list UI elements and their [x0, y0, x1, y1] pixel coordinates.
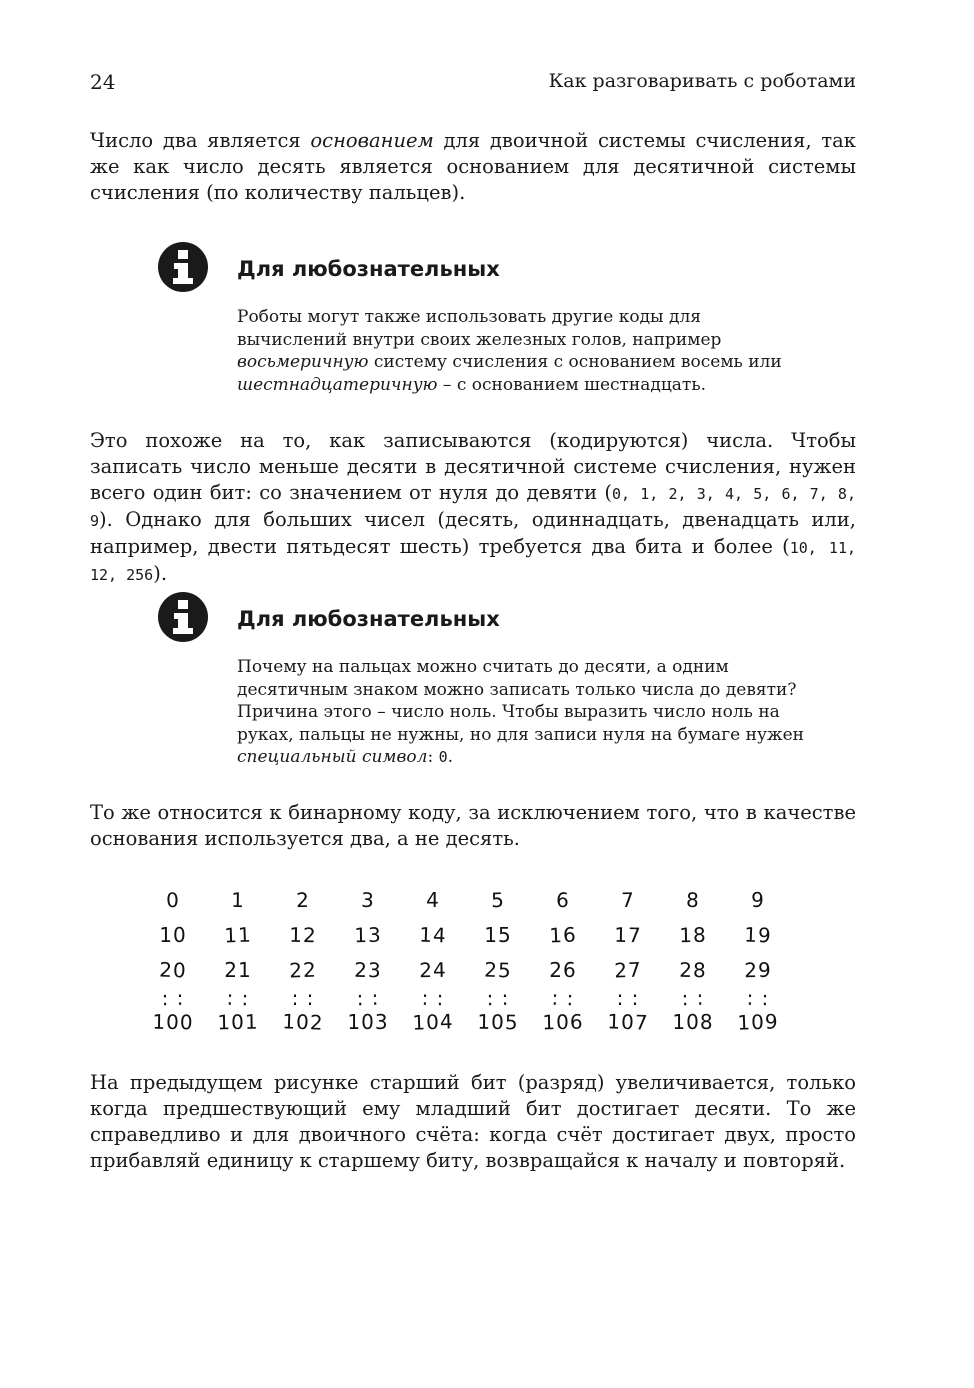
- sidebar-line: Почему на пальцах можно считать до десяти, а одним: [237, 657, 729, 677]
- handwritten-number: 9: [751, 888, 765, 912]
- handwritten-number: : :: [746, 985, 770, 1011]
- handwritten-number: 17: [614, 922, 642, 948]
- handwritten-number: 22: [288, 957, 318, 983]
- handwritten-number: 106: [542, 1009, 584, 1035]
- sidebar-line: [237, 746, 797, 769]
- handwritten-number: 13: [354, 922, 382, 948]
- sidebar-title: Для любознательных: [237, 257, 500, 281]
- running-title: Как разговаривать с роботами: [548, 70, 856, 92]
- handwritten-number: 105: [477, 1009, 519, 1035]
- sidebar-line: десятичным знаком можно записать только числа до девяти?: [237, 679, 797, 700]
- handwritten-number: : :: [356, 985, 380, 1011]
- handwritten-number: 24: [419, 957, 447, 983]
- sidebar-line-rest: систему счисления с основанием восемь или: [368, 352, 782, 372]
- code-numbers: 10, 11, 12, 256: [90, 539, 857, 584]
- paragraph-text: ). Однако для больших чисел (десять, одиннадцать, двенадцать или, например, двести пятьдесят шесть) требуется два бита и более (: [90, 508, 856, 558]
- sidebar-line-rest: – с основанием шестнадцать.: [437, 374, 706, 395]
- handwritten-number: 27: [613, 957, 643, 983]
- sidebar-emphasis: шестнадцатеричную: [237, 374, 438, 395]
- intro-emphasis: основанием: [310, 129, 434, 152]
- handwritten-number: 25: [483, 957, 513, 983]
- handwritten-number: 10: [159, 923, 187, 947]
- sidebar-line-rest: :: [427, 747, 439, 767]
- sidebar-line: руках, пальцы не нужны, но для записи нуля на бумаге нужен: [237, 724, 805, 745]
- sidebar-text: [237, 656, 805, 769]
- handwritten-number: 102: [282, 1009, 324, 1035]
- paragraph-text: ).: [153, 562, 168, 585]
- handwritten-number: : :: [226, 985, 250, 1011]
- sidebar-line: Роботы могут также использовать другие коды для: [237, 307, 701, 327]
- sidebar-emphasis: восьмеричную: [237, 352, 369, 372]
- handwritten-number: 109: [737, 1009, 779, 1035]
- code-zero: 0: [438, 748, 448, 766]
- handwritten-number: 3: [360, 887, 376, 913]
- sidebar-line: Причина этого – число ноль. Чтобы выразить число ноль на: [237, 702, 780, 722]
- code-digits: 0, 1, 2, 3, 4, 5, 6, 7, 8, 9: [90, 485, 856, 530]
- handwritten-number: : :: [681, 985, 705, 1011]
- sidebar-line-rest: .: [447, 747, 454, 767]
- handwritten-number: 28: [679, 957, 707, 983]
- handwritten-number: 108: [672, 1010, 714, 1034]
- sidebar-title: Для любознательных: [237, 607, 500, 631]
- handwritten-number: : :: [616, 986, 640, 1010]
- handwritten-number: 11: [223, 922, 253, 948]
- handwritten-number: 14: [418, 922, 448, 948]
- handwritten-number: 18: [679, 922, 707, 948]
- handwritten-number: 12: [289, 922, 317, 948]
- handwritten-number: : :: [486, 985, 510, 1011]
- handwritten-number: 21: [224, 958, 252, 982]
- intro-paragraph: [90, 128, 856, 206]
- sidebar-line: вычислений внутри своих железных голов, например: [237, 329, 722, 350]
- sidebar-text: [237, 306, 797, 396]
- handwritten-number: 19: [743, 922, 773, 948]
- carry-paragraph: На предыдущем рисунке старший бит (разряд) увеличивается, только когда предшествующий ему младший бит достигает десяти. То же справедливо и для двоичного счёта: когда счёт достигает двух, просто прибавляй единицу к старшему биту, возвращайся к началу и повторяй.: [90, 1071, 856, 1172]
- handwritten-number: 4: [426, 888, 440, 912]
- handwritten-number: 16: [548, 922, 578, 948]
- handwritten-number: 2: [295, 887, 311, 913]
- page-number: 24: [90, 70, 116, 94]
- handwritten-number: : :: [291, 986, 315, 1010]
- info-icon: [158, 242, 208, 292]
- handwritten-number: 103: [347, 1010, 389, 1034]
- handwritten-number: 29: [744, 957, 772, 983]
- encoding-paragraph: [90, 428, 856, 588]
- sidebar-line: [237, 351, 797, 374]
- info-icon: [158, 592, 208, 642]
- handwritten-number: 15: [484, 923, 512, 947]
- handwritten-number: : :: [161, 985, 185, 1011]
- handwritten-number: : :: [421, 985, 445, 1011]
- handwritten-number: : :: [551, 985, 575, 1011]
- handwritten-number: 5: [490, 887, 506, 913]
- handwritten-number: 100: [152, 1009, 194, 1035]
- handwritten-number: 0: [165, 887, 181, 913]
- sidebar-emphasis: специальный символ: [237, 747, 428, 767]
- handwritten-number: 107: [607, 1009, 649, 1035]
- intro-text-after: для двоичной системы счисления, так же как число десять является основанием для десятичной системы счисления (по количеству пальцев).: [90, 129, 856, 204]
- handwritten-number: 104: [412, 1009, 454, 1035]
- intro-text-before: Число два является: [90, 129, 311, 152]
- handwritten-number: 6: [555, 887, 571, 913]
- sidebar-line: [237, 374, 797, 397]
- paragraph-text: Это похоже на то, как записываются (кодируются) числа. Чтобы записать число меньше десяти в десятичной системе счисления, нужен всего один бит: со значением от нуля до девяти (: [90, 429, 856, 504]
- handwritten-number: 23: [354, 957, 382, 983]
- handwritten-number: 26: [549, 958, 577, 982]
- handwritten-number: 101: [217, 1009, 259, 1035]
- binary-paragraph: То же относится к бинарному коду, за исключением того, что в качестве основания используется два, а не десять.: [90, 801, 856, 850]
- handwritten-number: 7: [620, 887, 636, 913]
- handwritten-number-table: [140, 878, 820, 1048]
- handwritten-number: 1: [230, 887, 246, 913]
- handwritten-number: 20: [158, 957, 188, 983]
- handwritten-number: 8: [685, 887, 701, 913]
